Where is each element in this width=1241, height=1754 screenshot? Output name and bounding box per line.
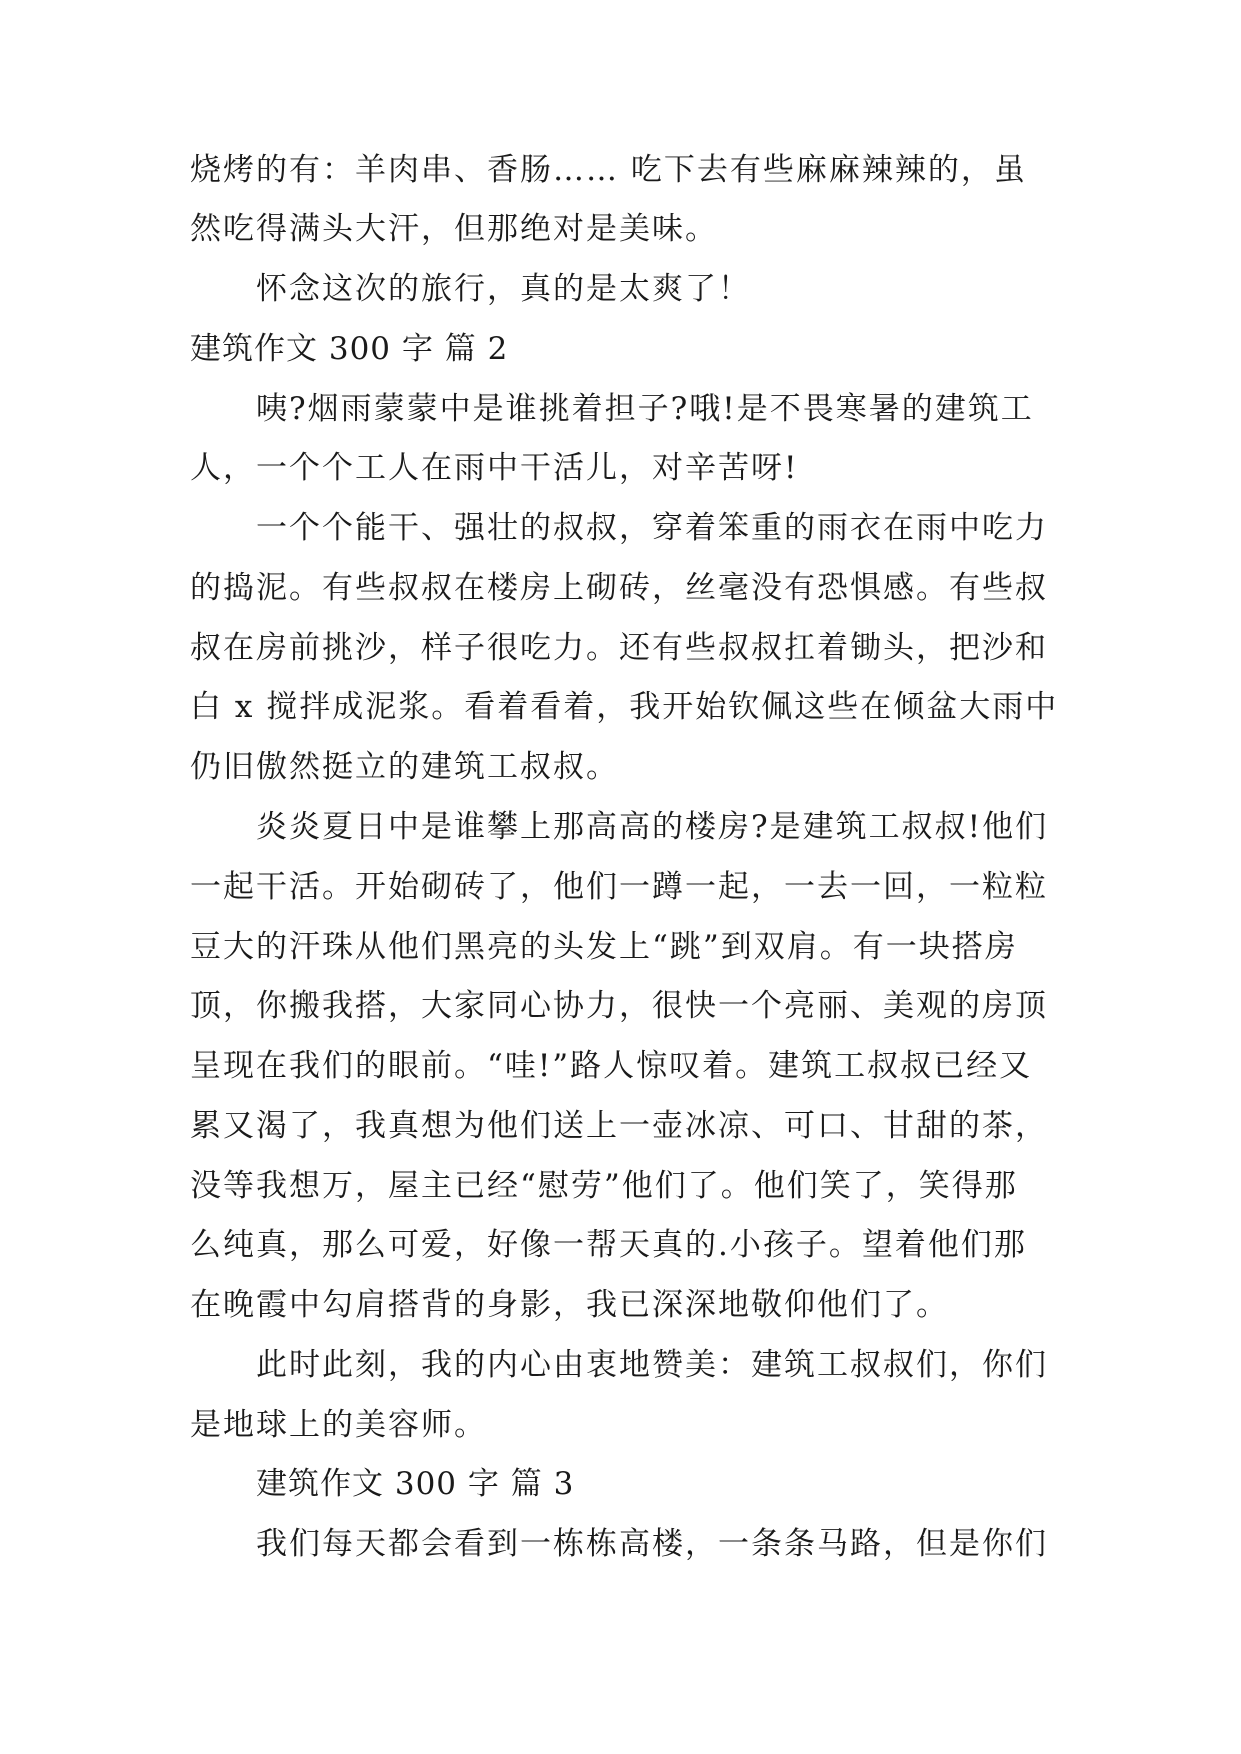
text-line: 炎炎夏日中是谁攀上那高高的楼房?是建筑工叔叔!他们	[256, 809, 1049, 845]
text-line: 然吃得满头大汗，但那绝对是美味。	[190, 211, 718, 247]
text-line: 仍旧傲然挺立的建筑工叔叔。	[190, 749, 619, 785]
text-line: 此时此刻，我的内心由衷地赞美：建筑工叔叔们，你们	[256, 1347, 1048, 1383]
section-heading: 建筑作文 300 字 篇 2	[190, 331, 509, 367]
text-line: 怀念这次的旅行，真的是太爽了！	[256, 271, 751, 307]
text-line: 顶，你搬我搭，大家同心协力，很快一个亮丽、美观的房顶	[190, 988, 1048, 1024]
text-line: 烧烤的有：羊肉串、香肠…… 吃下去有些麻麻辣辣的，虽	[190, 152, 1027, 188]
text-line: 白 x 搅拌成泥浆。看着看着，我开始钦佩这些在倾盆大雨中	[190, 689, 1059, 725]
text-line: 么纯真，那么可爱，好像一帮天真的.小孩子。望着他们那	[190, 1227, 1027, 1263]
text-line: 的捣泥。有些叔叔在楼房上砌砖，丝毫没有恐惧感。有些叔	[190, 570, 1048, 606]
text-line: 咦?烟雨蒙蒙中是谁挑着担子?哦!是不畏寒暑的建筑工	[256, 391, 1034, 427]
text-line: 我们每天都会看到一栋栋高楼，一条条马路，但是你们	[256, 1526, 1048, 1562]
text-line: 呈现在我们的眼前。“哇!”路人惊叹着。建筑工叔叔已经又	[190, 1048, 1033, 1084]
section-heading: 建筑作文 300 字 篇 3	[256, 1466, 575, 1502]
text-line: 累又渴了，我真想为他们送上一壶冰凉、可口、甘甜的茶，	[190, 1108, 1048, 1144]
text-line: 一起干活。开始砌砖了，他们一蹲一起，一去一回，一粒粒	[190, 869, 1048, 905]
text-line: 一个个能干、强壮的叔叔，穿着笨重的雨衣在雨中吃力	[256, 510, 1048, 546]
text-line: 是地球上的美容师。	[190, 1407, 487, 1443]
text-line: 叔在房前挑沙，样子很吃力。还有些叔叔扛着锄头，把沙和	[190, 630, 1048, 666]
text-line: 豆大的汗珠从他们黑亮的头发上“跳”到双肩。有一块搭房	[190, 929, 1018, 965]
text-line: 没等我想万，屋主已经“慰劳”他们了。他们笑了，笑得那	[190, 1168, 1018, 1204]
text-line: 在晚霞中勾肩搭背的身影，我已深深地敬仰他们了。	[190, 1287, 949, 1323]
text-line: 人，一个个工人在雨中干活儿，对辛苦呀!	[190, 450, 799, 486]
